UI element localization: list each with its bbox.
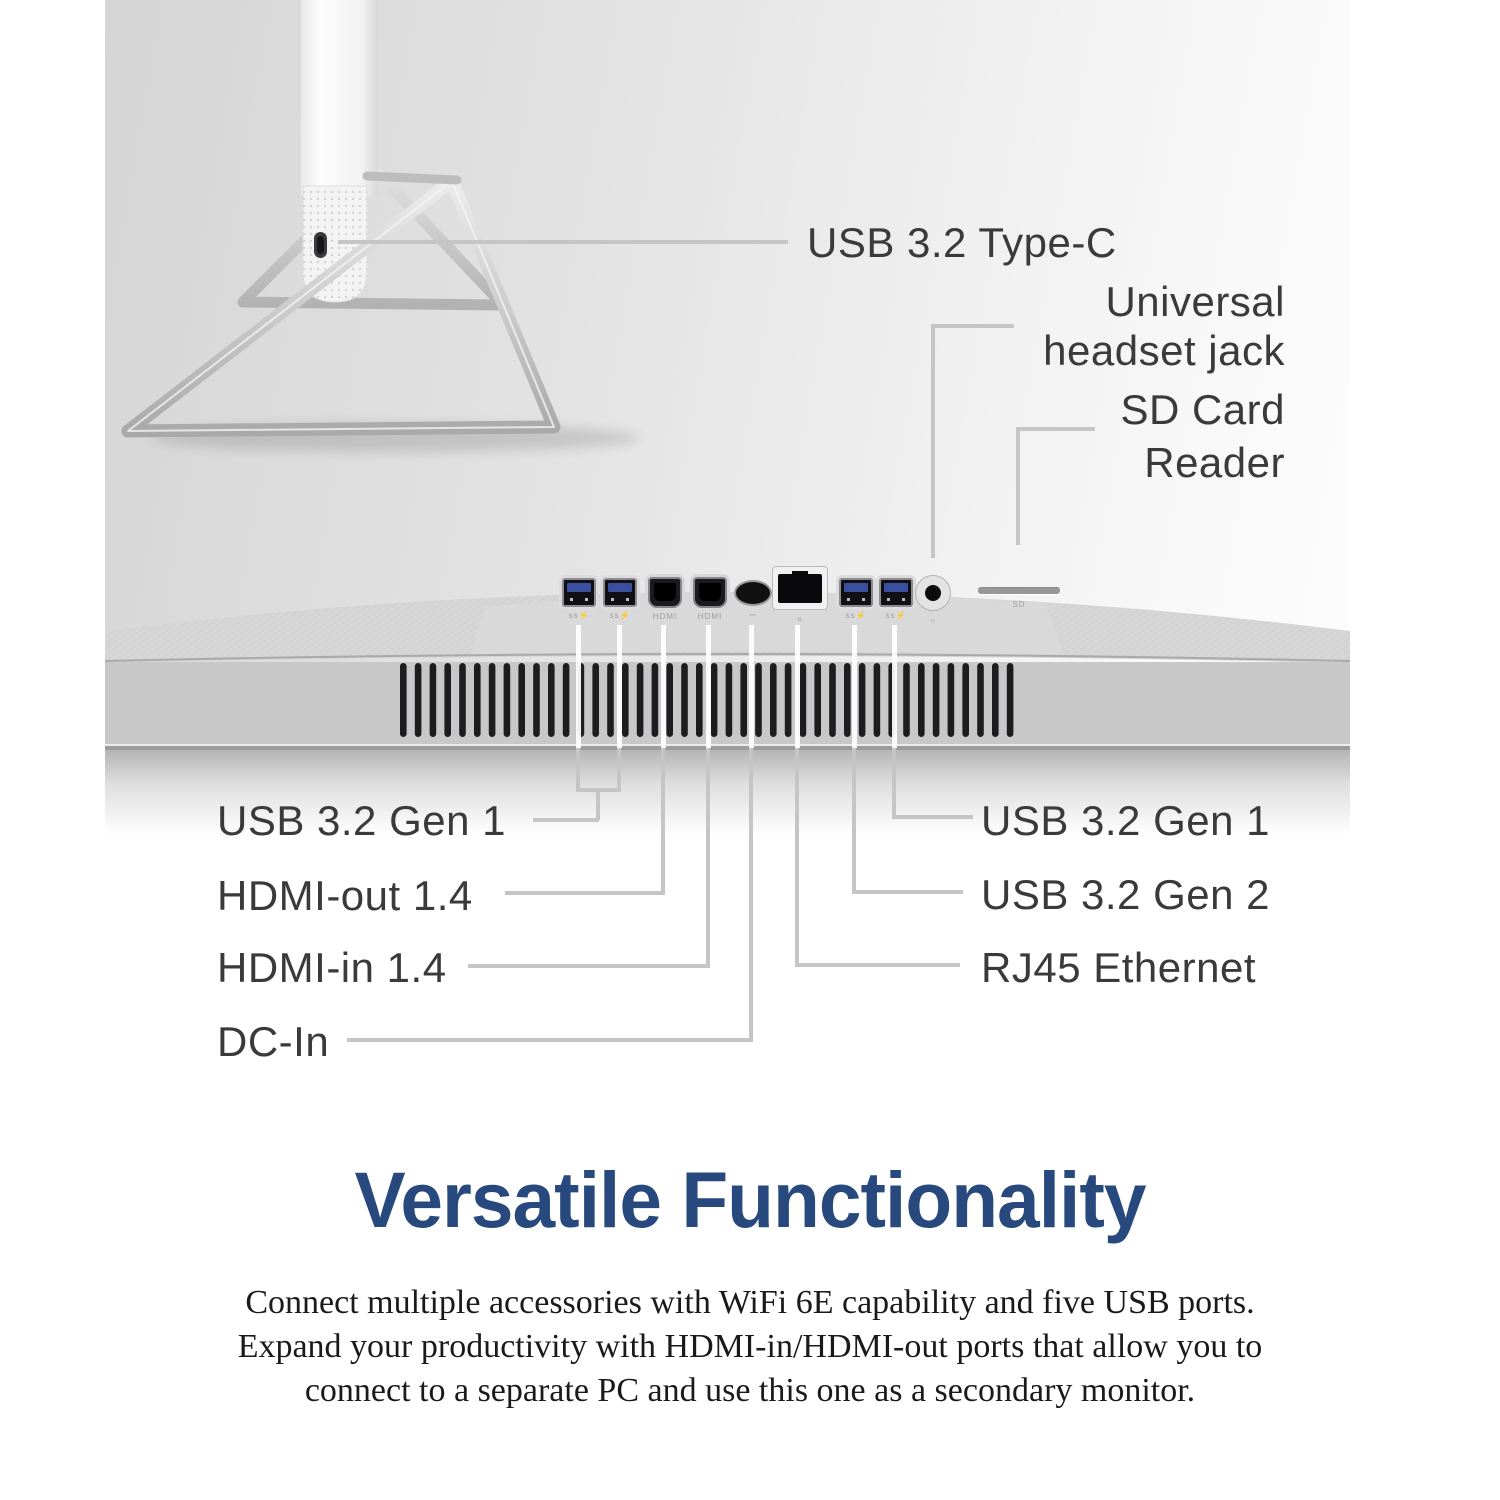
rj45-latch <box>792 571 808 578</box>
body-line-3: connect to a separate PC and use this one as a secondary monitor. <box>304 1372 1196 1409</box>
usb-pin <box>902 598 905 601</box>
port-marking: ss⚡ <box>568 611 590 620</box>
port-marking: HDMI <box>697 612 723 621</box>
hdmi-socket <box>654 583 676 601</box>
label-dc-in: DC-In <box>217 1018 330 1065</box>
port-marking: SD <box>1012 600 1026 609</box>
usb-pin <box>585 598 588 601</box>
body-line-1: Connect multiple accessories with WiFi 6E capability and five USB ports. <box>245 1284 1255 1321</box>
port-marking: ⌗ <box>797 615 803 624</box>
usb-blue-tongue <box>884 583 908 592</box>
port-marking: ⎓ <box>749 610 757 619</box>
callout-line-rj45-h <box>795 963 960 967</box>
rj45-port <box>772 566 828 624</box>
hdmi-out-port <box>648 577 682 621</box>
callout-line-hdmi-in-h <box>468 964 708 968</box>
usb-pin <box>862 598 865 601</box>
usb-a-port-3 <box>839 578 873 620</box>
label-sd-line1: SD Card <box>1120 386 1285 433</box>
body-paragraph <box>170 1281 1330 1413</box>
usb-a-port-4 <box>879 578 913 620</box>
usb-pin <box>887 598 890 601</box>
audio-hole <box>925 585 941 601</box>
dc-in-port <box>734 580 772 619</box>
label-usb-gen1-left: USB 3.2 Gen 1 <box>217 797 506 844</box>
body-line-2: Expand your productivity with HDMI-in/HDMI-out ports that allow you to <box>237 1328 1263 1365</box>
usb-pin <box>611 598 614 601</box>
usb-pin <box>626 598 629 601</box>
label-sd-line2: Reader <box>1144 439 1285 486</box>
port-marking: ○ <box>930 616 936 625</box>
label-headset-line1: Universal <box>1105 278 1285 325</box>
port-marking: ss⚡ <box>609 611 631 620</box>
callout-line-dc-h <box>347 1038 751 1042</box>
label-hdmi-in: HDMI-in 1.4 <box>217 944 447 991</box>
label-rj45: RJ45 Ethernet <box>981 944 1256 991</box>
section-heading: Versatile Functionality <box>354 1155 1146 1244</box>
hdmi-in-port <box>693 577 727 621</box>
label-hdmi-out: HDMI-out 1.4 <box>217 872 473 919</box>
sd-card-slot <box>978 588 1060 609</box>
usb-a-port-1 <box>562 578 596 620</box>
label-usb-gen1-right: USB 3.2 Gen 1 <box>981 797 1270 844</box>
hdmi-socket <box>699 583 721 601</box>
usb-blue-tongue <box>844 583 868 592</box>
rj45-socket <box>778 574 822 603</box>
callout-line-hdmi-out-h <box>505 891 663 895</box>
port-marking: HDMI <box>652 612 678 621</box>
usb-blue-tongue <box>608 583 632 592</box>
usb-pin <box>847 598 850 601</box>
usb-a-port-2 <box>603 578 637 620</box>
callout-line-gen2-h <box>852 890 963 894</box>
label-usb-type-c: USB 3.2 Type-C <box>807 219 1117 266</box>
usb-pin <box>570 598 573 601</box>
label-headset-line2: headset jack <box>1043 327 1285 374</box>
usb-blue-tongue <box>567 583 591 592</box>
headset-jack <box>915 575 951 625</box>
port-marking: ss⚡ <box>885 611 907 620</box>
port-marking: ss⚡ <box>845 611 867 620</box>
label-usb-gen2: USB 3.2 Gen 2 <box>981 871 1270 918</box>
